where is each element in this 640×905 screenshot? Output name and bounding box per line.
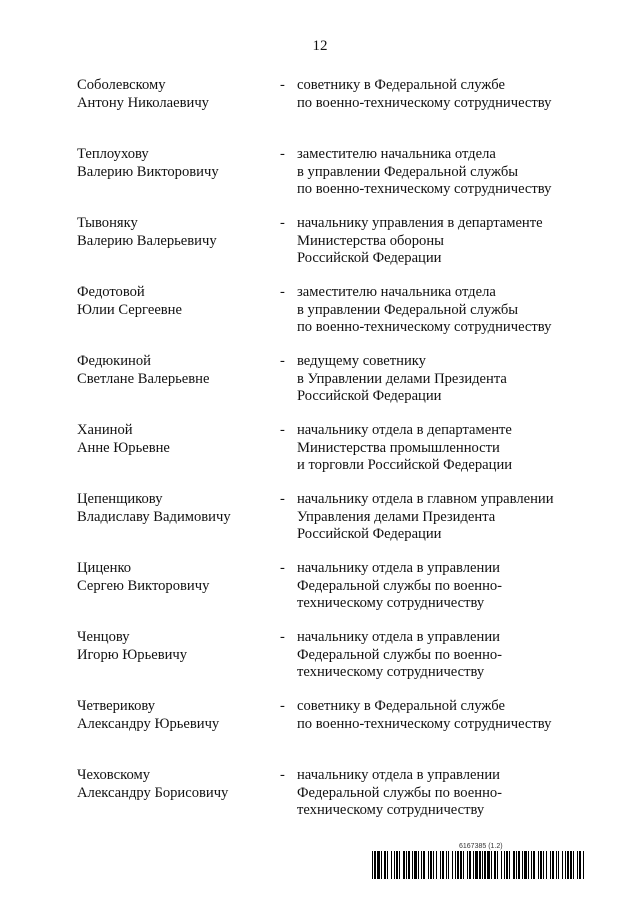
- list-item: [0, 215, 640, 284]
- recipient-surname: Ченцову: [77, 629, 130, 645]
- dash-separator: -: [280, 560, 285, 576]
- recipient-surname: Циценко: [77, 560, 132, 576]
- dash-separator: -: [280, 422, 285, 438]
- dash-separator: -: [280, 146, 285, 162]
- recipient-surname: Тывоняку: [77, 215, 138, 231]
- position-line: ведущему советнику: [297, 353, 426, 369]
- list-item: [0, 422, 640, 491]
- recipient-surname: Федотовой: [77, 284, 145, 300]
- recipient-given-names: Александру Юрьевичу: [77, 715, 220, 732]
- position-line: Управления делами Президента: [297, 508, 496, 525]
- position-line: начальнику отдела в управлении: [297, 767, 500, 783]
- position-line: начальнику отдела в управлении: [297, 560, 500, 576]
- list-item: [0, 284, 640, 353]
- position-line: Министерства промышленности: [297, 439, 500, 456]
- position-line: Российской Федерации: [297, 388, 442, 404]
- recipient-name: [77, 629, 277, 664]
- recipient-given-names: Антону Николаевичу: [77, 94, 209, 111]
- recipient-name: [77, 422, 277, 457]
- list-item: [0, 353, 640, 422]
- page-number: 12: [312, 38, 328, 54]
- recipient-surname: Чеховскому: [77, 767, 150, 783]
- dash-separator: -: [280, 77, 285, 93]
- recipient-name: [77, 77, 277, 112]
- position-line: по военно-техническому сотрудничеству: [297, 94, 552, 111]
- recipient-given-names: Валерию Валерьевичу: [77, 232, 217, 249]
- recipient-surname: Теплоухову: [77, 146, 149, 162]
- dash-separator: -: [280, 491, 285, 507]
- position-line: Российской Федерации: [297, 250, 442, 266]
- document-code: 6167385 (1.2): [459, 843, 503, 850]
- recipient-name: [77, 767, 277, 802]
- position-line: по военно-техническому сотрудничеству: [297, 319, 552, 335]
- dash-separator: -: [280, 629, 285, 645]
- recipient-given-names: Валерию Викторовичу: [77, 163, 219, 180]
- position-line: техническому сотрудничеству: [297, 595, 485, 611]
- list-item: [0, 491, 640, 560]
- position-line: советнику в Федеральной службе: [297, 698, 506, 714]
- recipient-given-names: Светлане Валерьевне: [77, 370, 210, 387]
- recipient-given-names: Александру Борисовичу: [77, 784, 229, 801]
- position-line: Министерства обороны: [297, 232, 444, 249]
- recipient-position: [297, 560, 577, 613]
- position-line: и торговли Российской Федерации: [297, 457, 513, 473]
- position-line: заместителю начальника отдела: [297, 146, 496, 162]
- position-line: по военно-техническому сотрудничеству: [297, 181, 552, 197]
- position-line: начальнику отдела в главном управлении: [297, 491, 554, 507]
- list-item: [0, 146, 640, 215]
- position-line: в управлении Федеральной службы: [297, 163, 519, 180]
- position-line: советнику в Федеральной службе: [297, 77, 506, 93]
- recipient-position: [297, 629, 577, 682]
- recipient-name: [77, 491, 277, 526]
- recipient-surname: Соболевскому: [77, 77, 166, 93]
- dash-separator: -: [280, 353, 285, 369]
- recipient-surname: Четверикову: [77, 698, 156, 714]
- position-line: Федеральной службы по военно-: [297, 784, 503, 801]
- dash-separator: -: [280, 215, 285, 231]
- recipient-position: [297, 353, 577, 406]
- recipient-position: [297, 698, 577, 733]
- recipient-name: [77, 215, 277, 250]
- recipient-position: [297, 146, 577, 199]
- recipient-position: [297, 491, 577, 544]
- dash-separator: -: [280, 698, 285, 714]
- position-line: в Управлении делами Президента: [297, 370, 507, 387]
- recipient-name: [77, 560, 277, 595]
- recipient-surname: Цепенщикову: [77, 491, 163, 507]
- recipient-given-names: Юлии Сергеевне: [77, 301, 182, 318]
- barcode: [372, 851, 584, 879]
- list-item: [0, 560, 640, 629]
- recipient-position: [297, 215, 577, 268]
- dash-separator: -: [280, 284, 285, 300]
- recipient-name: [77, 146, 277, 181]
- recipient-given-names: Сергею Викторовичу: [77, 577, 210, 594]
- recipient-name: [77, 353, 277, 388]
- position-line: начальнику отдела в управлении: [297, 629, 500, 645]
- position-line: техническому сотрудничеству: [297, 802, 485, 818]
- recipient-position: [297, 422, 577, 475]
- recipient-given-names: Владиславу Вадимовичу: [77, 508, 231, 525]
- position-line: в управлении Федеральной службы: [297, 301, 519, 318]
- recipient-given-names: Игорю Юрьевичу: [77, 646, 188, 663]
- recipient-position: [297, 77, 577, 112]
- appointment-list: [0, 77, 640, 836]
- recipient-name: [77, 698, 277, 733]
- list-item: [0, 698, 640, 767]
- position-line: техническому сотрудничеству: [297, 664, 485, 680]
- recipient-surname: Ханиной: [77, 422, 133, 438]
- position-line: начальнику отдела в департаменте: [297, 422, 512, 438]
- position-line: по военно-техническому сотрудничеству: [297, 715, 552, 732]
- recipient-name: [77, 284, 277, 319]
- position-line: Российской Федерации: [297, 526, 442, 542]
- recipient-surname: Федюкиной: [77, 353, 151, 369]
- position-line: начальнику управления в департаменте: [297, 215, 543, 231]
- recipient-position: [297, 767, 577, 820]
- list-item: [0, 629, 640, 698]
- position-line: заместителю начальника отдела: [297, 284, 496, 300]
- list-item: [0, 767, 640, 836]
- recipient-position: [297, 284, 577, 337]
- recipient-given-names: Анне Юрьевне: [77, 439, 170, 456]
- list-item: [0, 77, 640, 146]
- dash-separator: -: [280, 767, 285, 783]
- position-line: Федеральной службы по военно-: [297, 577, 503, 594]
- position-line: Федеральной службы по военно-: [297, 646, 503, 663]
